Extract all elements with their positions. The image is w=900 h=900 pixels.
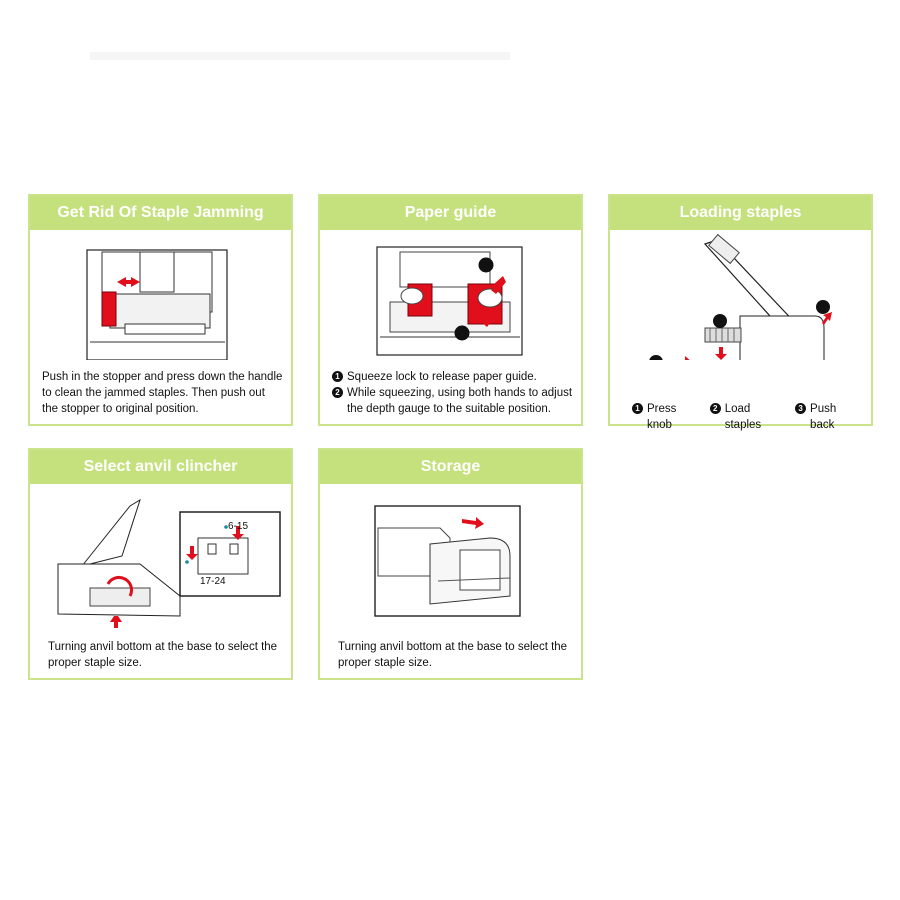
loading-staples-illustration [610,232,871,360]
step-number-badge: 3 [795,403,806,414]
anvil-label-upper: 6-15 [228,521,249,532]
top-faint-band [90,52,510,60]
step-number-badge: 1 [332,371,343,382]
step-1 [332,369,573,385]
storage-illustration [320,486,581,634]
card-title: Paper guide [320,196,581,230]
card-title: Get Rid Of Staple Jamming [30,196,291,230]
stapler-jam-drawing [30,232,291,360]
card-staple-jamming [28,194,293,426]
paper-guide-illustration [320,232,581,360]
step-text: While squeezing, using both hands to adjust the depth gauge to the suitable position. [347,387,573,415]
card-title: Loading staples [610,196,871,230]
step-text: Press knob [647,403,677,431]
paper-guide-drawing [320,232,581,360]
card-title: Select anvil clincher [30,450,291,484]
step-2 [332,385,573,417]
card-anvil-clincher [28,448,293,680]
staple-jamming-illustration [30,232,291,360]
stapler-loading-drawing [610,232,871,360]
card-loading-staples [608,194,873,431]
card-caption: Turning anvil bottom at the base to select the proper staple size. [338,641,568,669]
loading-staples-steps [632,401,863,433]
card-paper-guide [318,194,583,426]
paper-guide-steps [332,369,573,417]
card-caption: Turning anvil bottom at the base to select the proper staple size. [48,641,278,669]
step-number-badge: 2 [332,387,343,398]
step-text: Load staples [724,403,762,431]
step-number-badge: 2 [710,403,721,414]
stapler-storage-drawing [320,486,581,634]
step-number-badge: 1 [632,403,643,414]
stapler-anvil-drawing [30,486,291,634]
anvil-clincher-illustration [30,486,291,634]
card-caption: Push in the stopper and press down the handle to clean the jammed staples. Then push out the stopper to original position. [42,371,283,415]
card-storage [318,448,583,680]
step-text: Squeeze lock to release paper guide. [347,371,537,383]
anvil-label-lower: 17-24 [200,576,226,587]
step-text: Push back [810,403,837,431]
card-title: Storage [320,450,581,484]
